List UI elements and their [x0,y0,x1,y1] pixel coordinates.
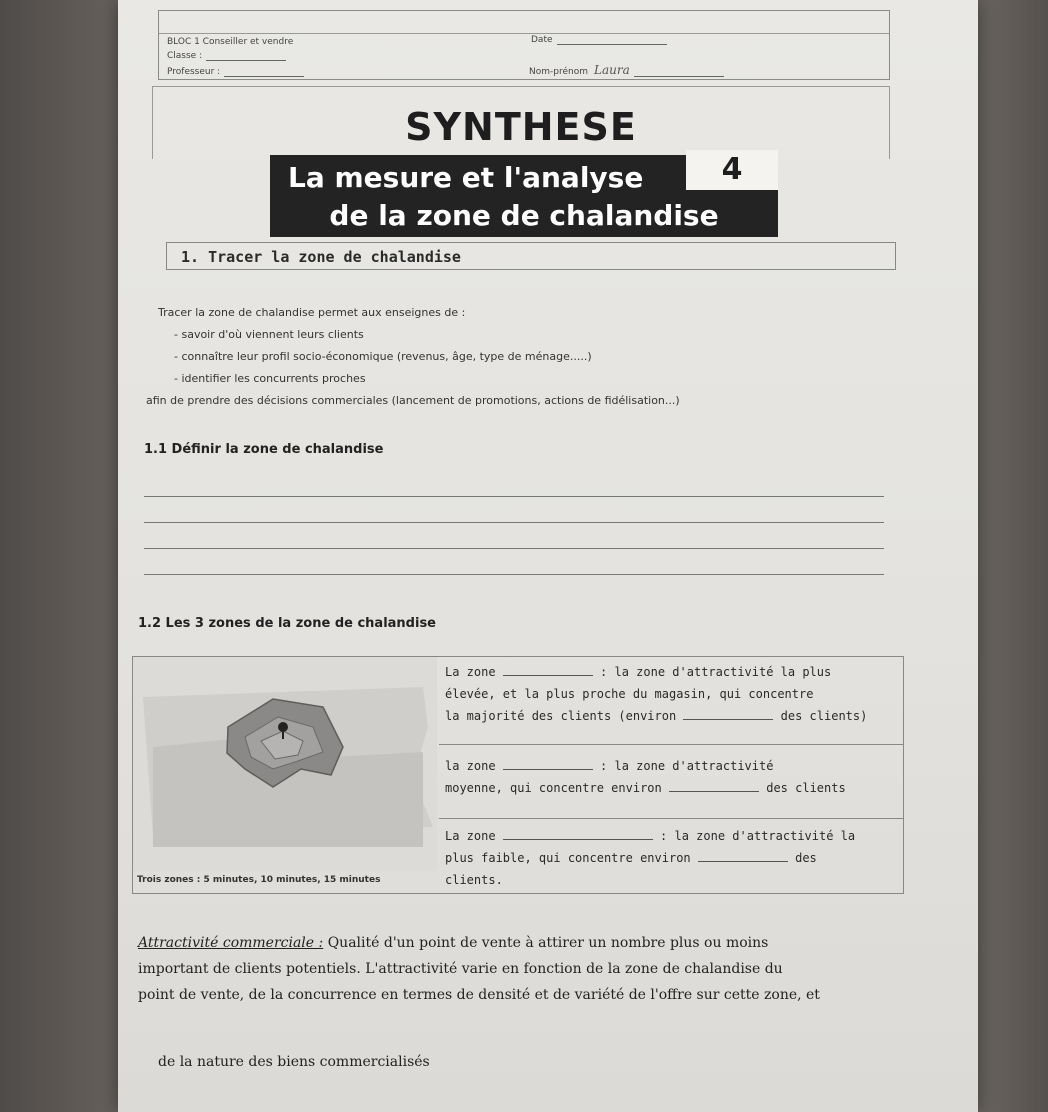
definition-line-1: Qualité d'un point de vente à attirer un nombre plus ou moins [323,935,769,951]
zone-3-desc: : la zone d'attractivité la [660,829,856,843]
banner-line-2: de la zone de chalandise [329,199,719,232]
definition-line-4: de la nature des biens commercialisés [158,1054,430,1070]
zone-1-desc: : la zone d'attractivité la plus [600,665,832,679]
zone-2-percent-blank[interactable] [669,791,759,792]
definition-term: Attractivité commerciale : [138,935,324,951]
definition-line-3: point de vente, de la concurrence en termes de densité et de variété de l'offre sur cette zone, et [138,987,820,1003]
zone-3-label: La zone [445,829,496,843]
chapter-number: 4 [686,150,778,190]
zone-1-percent-blank[interactable] [683,719,773,720]
title-box [152,86,890,159]
zone-2-label: la zone [445,759,496,773]
zone-1-line-3-end: des clients) [780,709,868,723]
worksheet-page [118,0,978,1112]
nom-label: Nom-prénom [529,67,588,77]
zone-2-desc: : la zone d'attractivité [600,759,774,773]
subheading-1-2: 1.2 Les 3 zones de la zone de chalandise [138,616,437,631]
zone-1-label: La zone [445,665,496,679]
zone-3-line-2-end: des [795,851,817,865]
bullet-2: - connaître leur profil socio-économique (revenus, âge, type de ménage.....) [174,350,592,363]
answer-line-4[interactable] [144,574,884,575]
zone-1-line-3: la majorité des clients (environ [445,709,677,723]
answer-line-2[interactable] [144,522,884,523]
zone-2-line-2-end: des clients [766,781,846,795]
answer-line-1[interactable] [144,496,884,497]
header-box [158,10,890,80]
bullet-1: - savoir d'où viennent leurs clients [174,328,364,341]
zones-table [132,656,904,894]
catchment-map [133,657,437,893]
page-title: SYNTHESE [405,105,637,149]
zone-1-cell[interactable] [439,657,903,745]
professeur-field[interactable] [167,67,304,77]
bullet-3: - identifier les concurrents proches [174,372,366,385]
zone-2-blank[interactable] [503,769,593,770]
zone-2-cell[interactable] [439,745,903,819]
nom-signature: Laura [593,63,630,77]
subheading-1-1: 1.1 Définir la zone de chalandise [144,442,384,457]
store-location-icon [278,722,288,732]
zone-3-percent-blank[interactable] [698,861,788,862]
section-heading: 1. Tracer la zone de chalandise [166,242,896,270]
zone-3-line-2: plus faible, qui concentre environ [445,851,691,865]
zone-1-blank[interactable] [503,675,593,676]
outro-text: afin de prendre des décisions commerciales (lancement de promotions, actions de fidélisation...) [146,394,680,407]
date-label: Date [531,35,553,45]
banner-line-1: La mesure et l'analyse [288,161,644,194]
nom-field[interactable] [529,63,724,77]
intro-text: Tracer la zone de chalandise permet aux enseignes de : [158,306,466,319]
zone-2-line-2: moyenne, qui concentre environ [445,781,662,795]
classe-field[interactable] [167,51,286,61]
definition-line-2: important de clients potentiels. L'attractivité varie en fonction de la zone de chalandise du [138,961,783,977]
zone-3-cell[interactable] [439,819,903,893]
answer-line-3[interactable] [144,548,884,549]
map-illustration [133,657,437,871]
map-caption: Trois zones : 5 minutes, 10 minutes, 15 minutes [137,875,381,885]
professeur-label: Professeur : [167,67,221,77]
classe-label: Classe : [167,51,203,61]
bloc-label: BLOC 1 Conseiller et vendre [167,37,294,47]
zone-3-line-3: clients. [445,873,503,887]
date-field[interactable] [531,35,667,45]
zone-3-blank[interactable] [503,839,653,840]
definition-block [138,930,998,1008]
zone-1-line-2: élevée, et la plus proche du magasin, qui concentre [445,687,814,701]
